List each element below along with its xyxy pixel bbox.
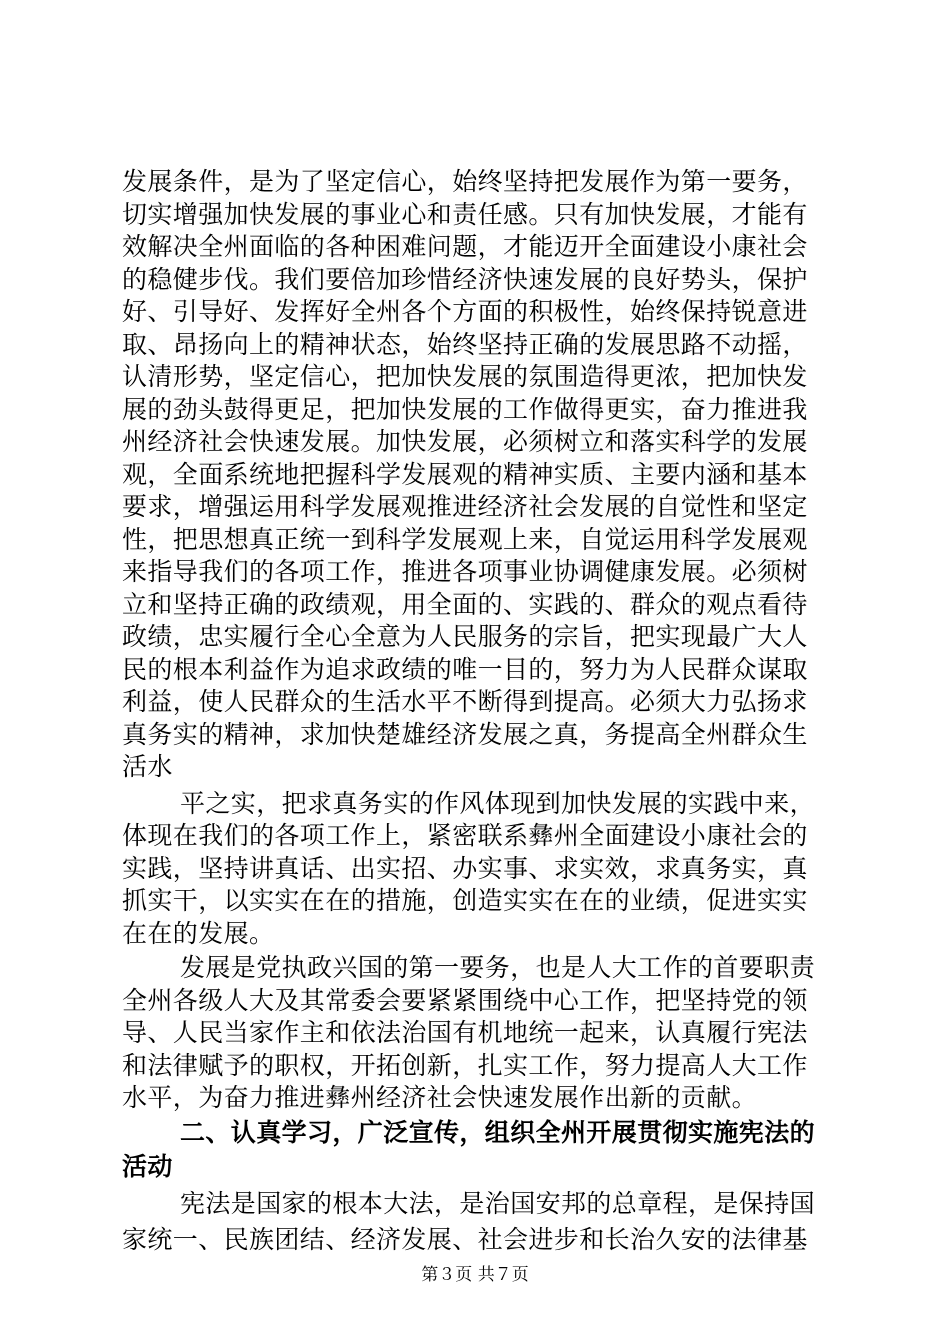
text-line: 好、引导好、发挥好全州各个方面的积极性，始终保持锐意进 xyxy=(122,297,808,326)
text-line: 发展条件，是为了坚定信心，始终坚持把发展作为第一要务， xyxy=(122,167,808,196)
text-line: 政绩，忠实履行全心全意为人民服务的宗旨，把实现最广大人 xyxy=(122,622,808,651)
text-line: 家统一、民族团结、经济发展、社会进步和长治久安的法律基 xyxy=(122,1225,808,1254)
text-line: 宪法是国家的根本大法，是治国安邦的总章程，是保持国 xyxy=(180,1188,816,1218)
text-line: 效解决全州面临的各种困难问题，才能迈开全面建设小康社会 xyxy=(122,232,808,261)
text-line: 取、昂扬向上的精神状态，始终坚持正确的发展思路不动摇， xyxy=(122,329,808,359)
text-line: 发展是党执政兴国的第一要务，也是人大工作的首要职责 xyxy=(180,953,816,982)
text-line: 来指导我们的各项工作，推进各项事业协调健康发展。必须树 xyxy=(122,557,808,586)
text-line: 导、人民当家作主和依法治国有机地统一起来，认真履行宪法 xyxy=(122,1018,808,1047)
text-line: 利益，使人民群众的生活水平不断得到提高。必须大力弘扬求 xyxy=(122,687,808,716)
text-line: 和法律赋予的职权，开拓创新，扎实工作，努力提高人大工作 xyxy=(122,1050,808,1080)
text-line: 民的根本利益作为追求政绩的唯一目的，努力为人民群众谋取 xyxy=(122,654,808,684)
text-line: 要求，增强运用科学发展观推进经济社会发展的自觉性和坚定 xyxy=(122,492,808,521)
text-line: 认清形势，坚定信心，把加快发展的氛围造得更浓，把加快发 xyxy=(122,362,808,391)
text-line: 真务实的精神，求加快楚雄经济发展之真，务提高全州群众生 xyxy=(122,719,808,749)
text-line: 水平，为奋力推进彝州经济社会快速发展作出新的贡献。 xyxy=(122,1083,758,1112)
text-line: 观，全面系统地把握科学发展观的精神实质、主要内涵和基本 xyxy=(122,459,808,489)
text-line: 平之实，把求真务实的作风体现到加快发展的实践中来， xyxy=(180,788,816,818)
text-line: 立和坚持正确的政绩观，用全面的、实践的、群众的观点看待 xyxy=(122,589,808,619)
text-line: 全州各级人大及其常委会要紧紧围绕中心工作，把坚持党的领 xyxy=(122,985,808,1015)
text-line: 抓实干，以实实在在的措施，创造实实在在的业绩，促进实实 xyxy=(122,886,808,915)
text-line: 活水 xyxy=(122,752,173,781)
text-line: 性，把思想真正统一到科学发展观上来，自觉运用科学发展观 xyxy=(122,524,808,554)
page-number-footer: 第３页 共７页 xyxy=(421,1265,529,1285)
section-heading: 二、认真学习，广泛宣传，组织全州开展贯彻实施宪法的 xyxy=(180,1117,816,1147)
section-heading: 活动 xyxy=(122,1152,173,1181)
text-line: 在在的发展。 xyxy=(122,918,275,948)
text-line: 的稳健步伐。我们要倍加珍惜经济快速发展的良好势头，保护 xyxy=(122,264,808,294)
text-line: 州经济社会快速发展。加快发展，必须树立和落实科学的发展 xyxy=(122,427,808,456)
text-line: 实践，坚持讲真话、出实招、办实事、求实效，求真务实，真 xyxy=(122,853,808,883)
text-line: 切实增强加快发展的事业心和责任感。只有加快发展，才能有 xyxy=(122,199,808,229)
text-line: 体现在我们的各项工作上，紧密联系彝州全面建设小康社会的 xyxy=(122,821,808,850)
text-line: 展的劲头鼓得更足，把加快发展的工作做得更实，奋力推进我 xyxy=(122,394,808,424)
